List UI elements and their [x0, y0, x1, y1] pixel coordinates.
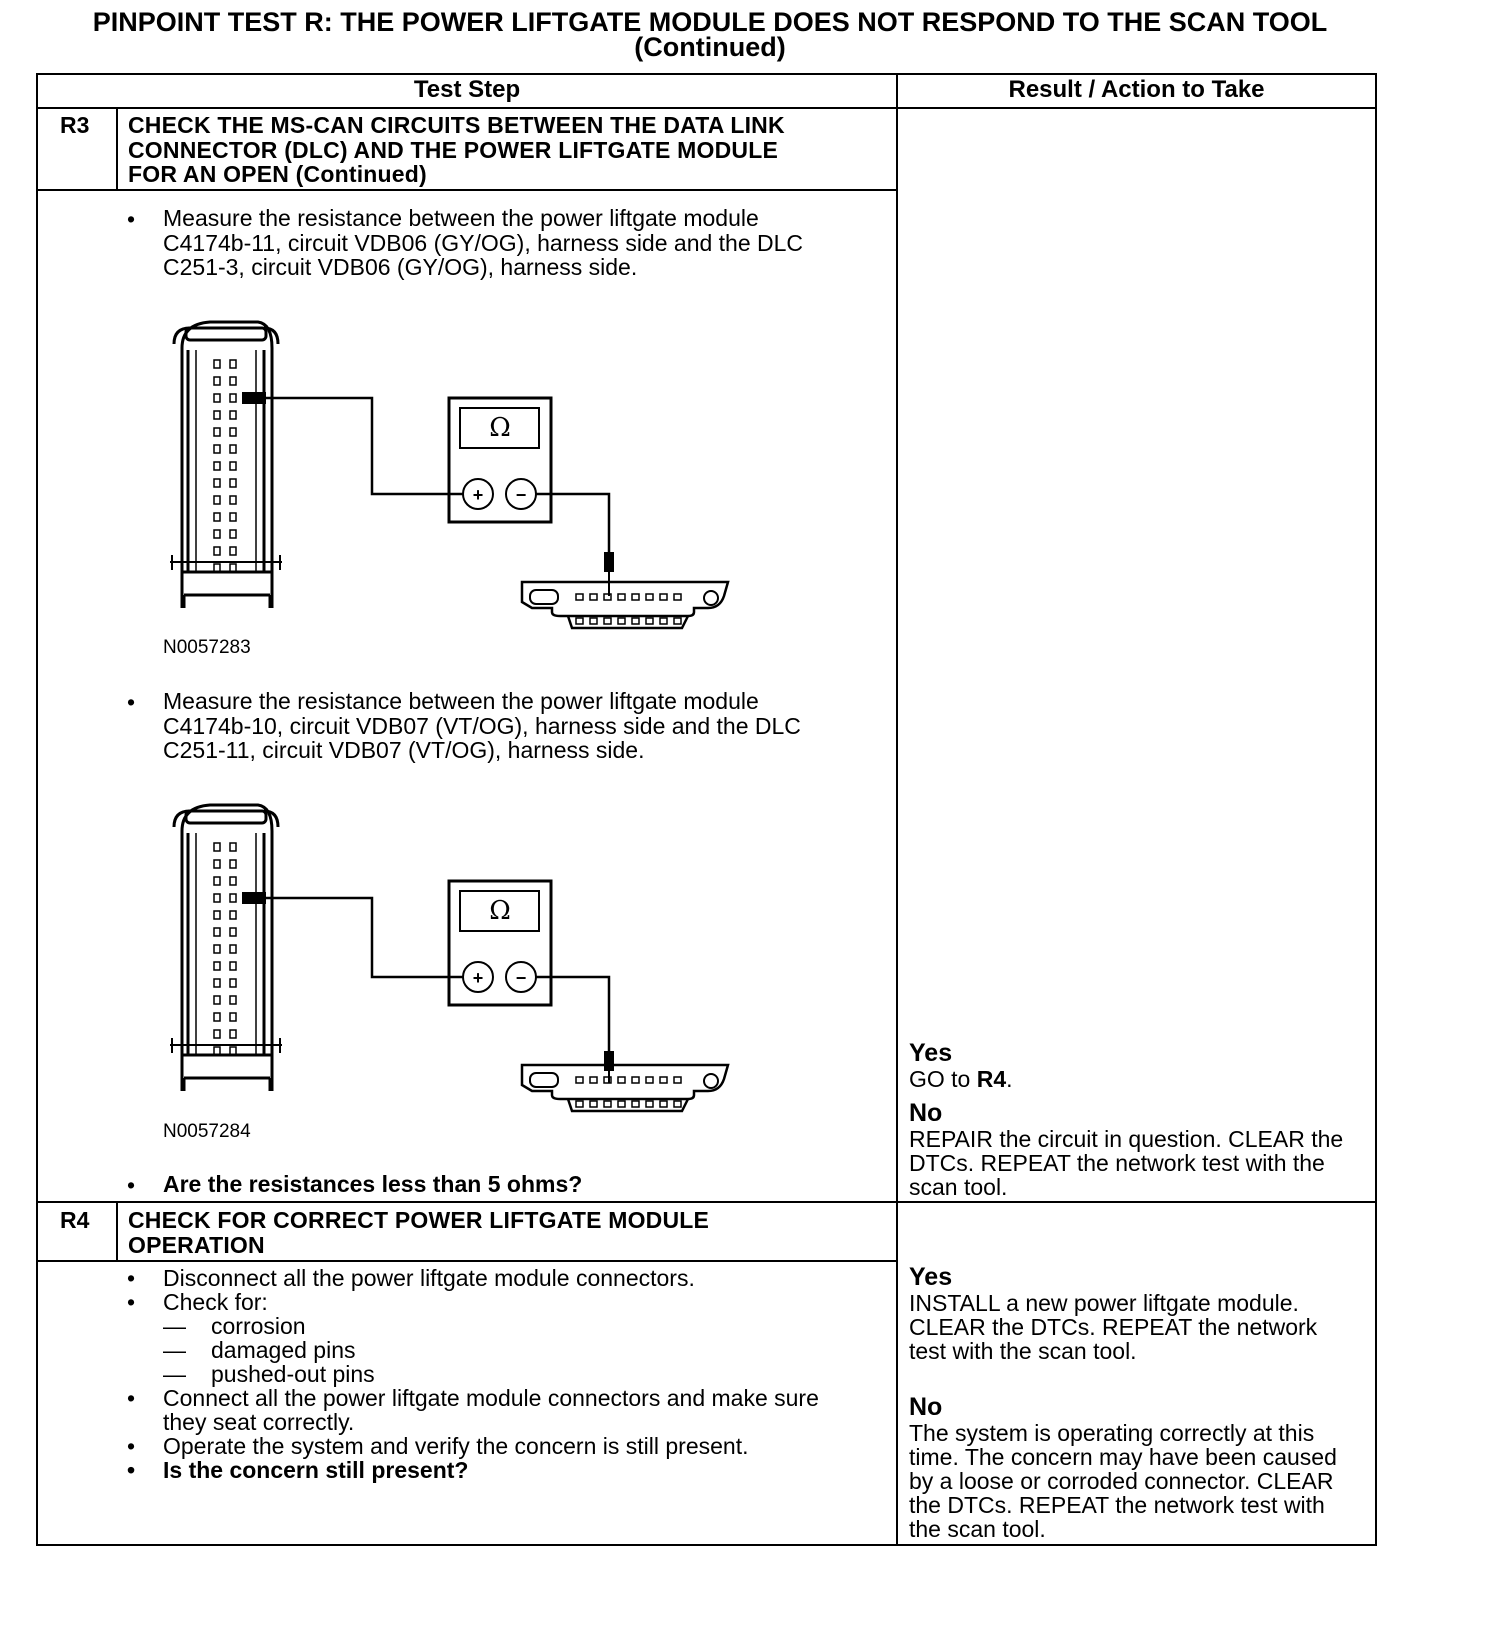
r4-yes-label: Yes: [909, 1263, 953, 1291]
r4-result-yes: [909, 1264, 1389, 1363]
step-id-r3: R3: [60, 112, 90, 138]
list-item: they seat correctly.: [163, 1409, 355, 1435]
r3-result: [909, 1040, 1389, 1199]
r3-yes-action: GO to R4.: [909, 1066, 1013, 1092]
r4-yes-action: INSTALL a new power liftgate module. CLEAR the DTCs. REPEAT the network test with the scan tool.: [909, 1290, 1318, 1364]
step-title-r3: CHECK THE MS-CAN CIRCUITS BETWEEN THE DATA LINK CONNECTOR (DLC) AND THE POWER LIFTGATE MODULE FOR AN OPEN (Continued): [128, 112, 785, 187]
r3-question: Are the resistances less than 5 ohms?: [163, 1171, 583, 1197]
header-test-step: Test Step: [413, 76, 521, 103]
list-item: Check for:: [163, 1289, 268, 1315]
r3-no-label: No: [909, 1099, 943, 1127]
connector-diagram-2: [160, 793, 760, 1123]
r3-yes-label: Yes: [909, 1039, 953, 1067]
list-item: damaged pins: [211, 1337, 356, 1363]
list-item: corrosion: [211, 1313, 306, 1339]
r3-instruction-2: Measure the resistance between the power liftgate module C4174b-10, circuit VDB07 (VT/OG), harness side and the DLC C251-11, circuit VDB07 (VT/OG), harness side.: [163, 688, 801, 763]
bullet-dot: •: [127, 206, 136, 232]
header-result: Result / Action to Take: [1008, 76, 1265, 103]
figure-id-2: N0057284: [163, 1121, 251, 1142]
meter-plus-symbol: +: [472, 968, 484, 988]
page-title: PINPOINT TEST R: THE POWER LIFTGATE MODULE DOES NOT RESPOND TO THE SCAN TOOL (Continued): [92, 7, 1328, 62]
meter-ohm-symbol: Ω: [489, 896, 511, 926]
r4-result-no: [909, 1394, 1389, 1541]
connector-diagram-1: [160, 310, 760, 640]
figure-id-1: N0057283: [163, 637, 251, 658]
list-item: Connect all the power liftgate module connectors and make sure: [163, 1385, 819, 1411]
meter-minus-symbol: −: [515, 968, 527, 988]
r4-no-action: The system is operating correctly at this time. The concern may have been caused by a loose or corroded connector. CLEAR the DTCs. REPEAT the network test with the scan tool.: [909, 1420, 1337, 1542]
list-item: Disconnect all the power liftgate module connectors.: [163, 1265, 695, 1291]
bullet-dot: •: [127, 689, 136, 715]
r3-no-action: REPAIR the circuit in question. CLEAR the DTCs. REPEAT the network test with the scan tool.: [909, 1126, 1344, 1200]
meter-ohm-symbol: Ω: [489, 413, 511, 443]
step-id-r4: R4: [60, 1207, 90, 1233]
r4-question: Is the concern still present?: [163, 1457, 469, 1483]
list-item: Operate the system and verify the concern is still present.: [163, 1433, 749, 1459]
r3-instruction-1: Measure the resistance between the power liftgate module C4174b-11, circuit VDB06 (GY/OG), harness side and the DLC C251-3, circuit VDB06 (GY/OG), harness side.: [163, 205, 804, 280]
step-title-r4: CHECK FOR CORRECT POWER LIFTGATE MODULE OPERATION: [128, 1207, 710, 1258]
bullet-dot: •: [127, 1172, 136, 1198]
r4-no-label: No: [909, 1393, 943, 1421]
meter-minus-symbol: −: [515, 485, 527, 505]
list-item: pushed-out pins: [211, 1361, 375, 1387]
meter-plus-symbol: +: [472, 485, 484, 505]
